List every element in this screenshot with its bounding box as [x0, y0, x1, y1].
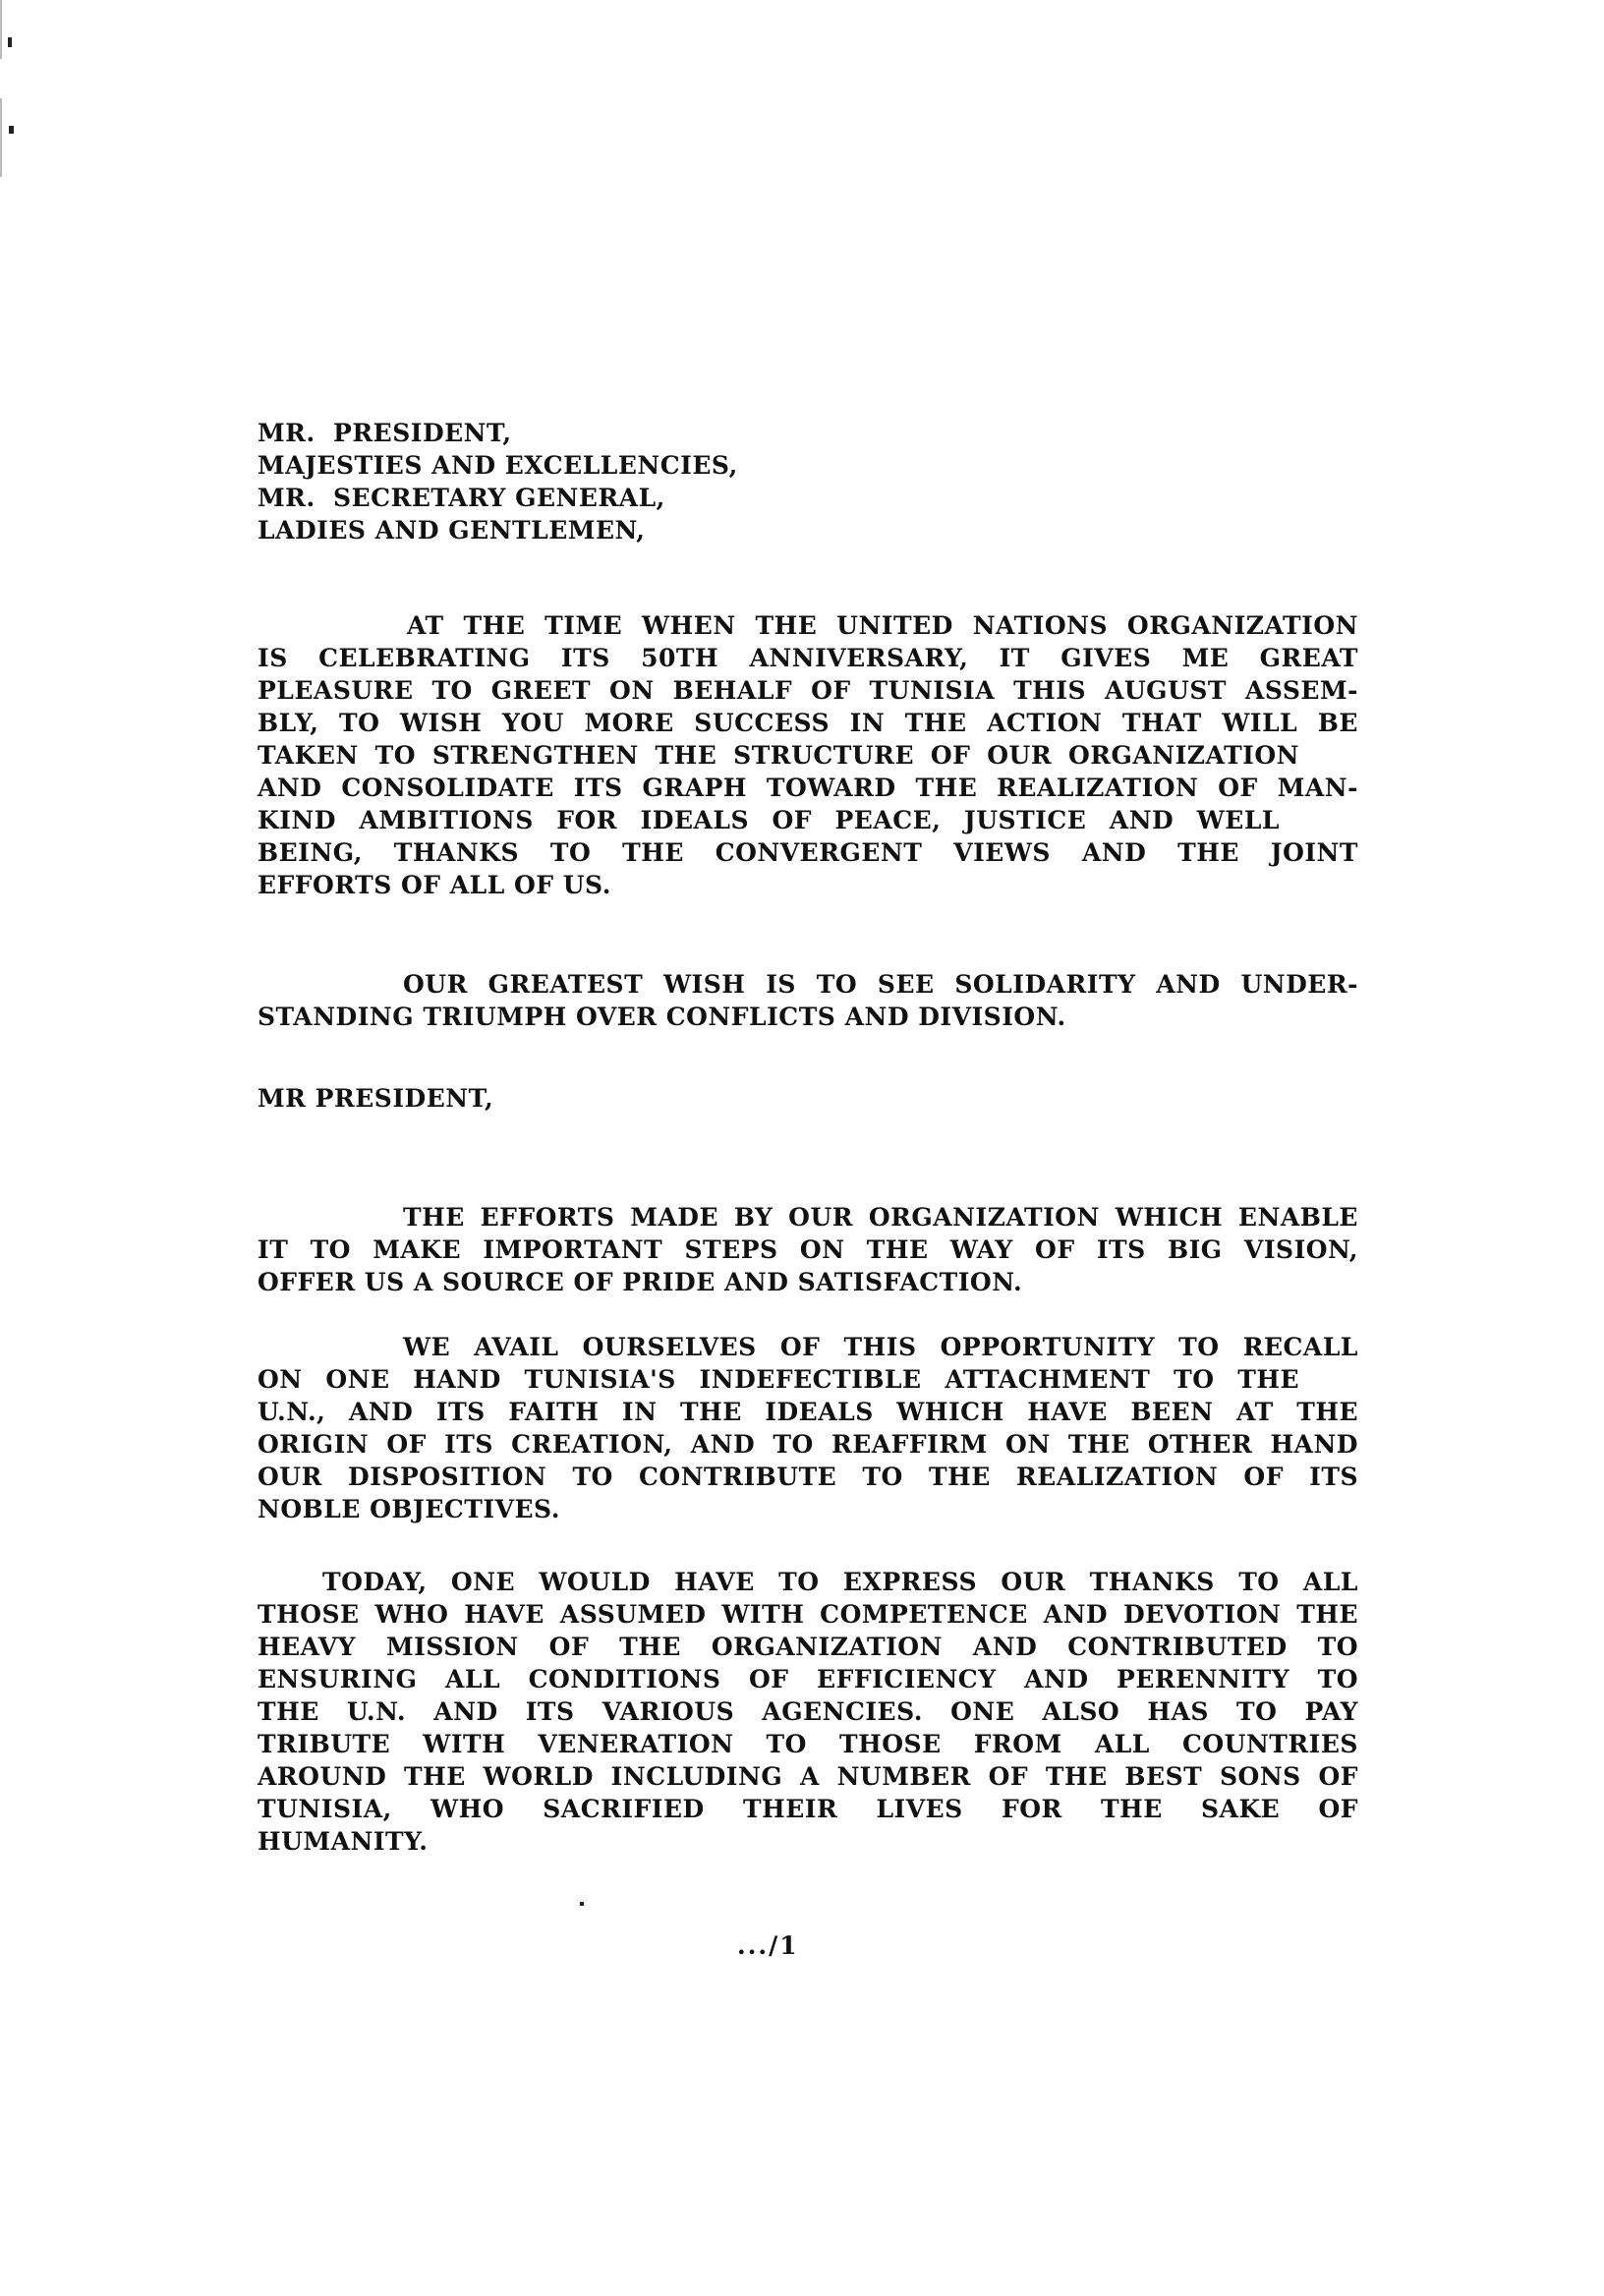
paragraph-avail [258, 1331, 1358, 1525]
paragraph-line: THE EFFORTS MADE BY OUR ORGANIZATION WHICH ENABLE [403, 1203, 1358, 1232]
paragraph-line: THOSE WHO HAVE ASSUMED WITH COMPETENCE AND DEVOTION THE [258, 1600, 1358, 1629]
scan-edge-line [0, 98, 2, 177]
paragraph-line: AROUND THE WORLD INCLUDING A NUMBER OF THE BEST SONS OF [258, 1762, 1358, 1791]
paragraph-line: AT THE TIME WHEN THE UNITED NATIONS ORGANIZATION [407, 611, 1358, 640]
paragraph-line: ORIGIN OF ITS CREATION, AND TO REAFFIRM ON THE OTHER HAND [258, 1430, 1358, 1459]
salutation-line: LADIES AND GENTLEMEN, [258, 516, 646, 545]
salutation-line: MR. PRESIDENT, [258, 419, 512, 447]
paragraph-wish [258, 968, 1358, 1033]
paragraph-line: TRIBUTE WITH VENERATION TO THOSE FROM ALL COUNTRIES [258, 1730, 1358, 1758]
address-line: MR PRESIDENT, [258, 1084, 494, 1113]
paragraph-line: THE U.N. AND ITS VARIOUS AGENCIES. ONE ALSO HAS TO PAY [258, 1697, 1358, 1726]
paragraph-line: KIND AMBITIONS FOR IDEALS OF PEACE, JUSTICE AND WELL [258, 806, 1280, 834]
paragraph-line: WE AVAIL OURSELVES OF THIS OPPORTUNITY TO RECALL [403, 1333, 1358, 1361]
salutation-block [258, 417, 1358, 546]
salutation-line: MAJESTIES AND EXCELLENCIES, [258, 451, 738, 480]
page-continuation-marker: .../1 [737, 1931, 799, 1960]
paragraph-line: TODAY, ONE WOULD HAVE TO EXPRESS OUR THANKS TO ALL [322, 1568, 1358, 1596]
paragraph-line: STANDING TRIUMPH OVER CONFLICTS AND DIVISION. [258, 1003, 1066, 1031]
scan-edge-line [0, 0, 2, 59]
scan-speck [9, 126, 14, 134]
paragraph-line: U.N., AND ITS FAITH IN THE IDEALS WHICH HAVE BEEN AT THE [258, 1398, 1358, 1426]
paragraph-line: OUR DISPOSITION TO CONTRIBUTE TO THE REALIZATION OF ITS [258, 1463, 1358, 1491]
paragraph-line: AND CONSOLIDATE ITS GRAPH TOWARD THE REALIZATION OF MAN- [258, 774, 1358, 802]
paragraph-line: HEAVY MISSION OF THE ORGANIZATION AND CONTRIBUTED TO [258, 1633, 1358, 1661]
paragraph-line: OFFER US A SOURCE OF PRIDE AND SATISFACTION. [258, 1268, 1023, 1296]
scan-speck [8, 37, 12, 47]
paragraph-efforts [258, 1201, 1358, 1298]
paragraph-thanks [258, 1566, 1358, 1858]
salutation-line: MR. SECRETARY GENERAL, [258, 484, 665, 512]
paragraph-line: EFFORTS OF ALL OF US. [258, 871, 611, 899]
paragraph-line: TUNISIA, WHO SACRIFIED THEIR LIVES FOR THE SAKE OF [258, 1795, 1358, 1823]
paragraph-line: HUMANITY. [258, 1827, 429, 1856]
paragraph-line: IS CELEBRATING ITS 50TH ANNIVERSARY, IT GIVES ME GREAT [258, 644, 1358, 672]
paragraph-anniversary [258, 609, 1358, 901]
paragraph-line: IT TO MAKE IMPORTANT STEPS ON THE WAY OF ITS BIG VISION, [258, 1235, 1358, 1264]
paragraph-line: PLEASURE TO GREET ON BEHALF OF TUNISIA THIS AUGUST ASSEM- [258, 676, 1358, 705]
scan-speck [580, 1902, 584, 1906]
paragraph-line: NOBLE OBJECTIVES. [258, 1495, 560, 1523]
address-mr-president [258, 1082, 1358, 1115]
paragraph-line: TAKEN TO STRENGTHEN THE STRUCTURE OF OUR ORGANIZATION [258, 741, 1299, 770]
paragraph-line: ENSURING ALL CONDITIONS OF EFFICIENCY AND PERENNITY TO [258, 1665, 1358, 1693]
paragraph-line: OUR GREATEST WISH IS TO SEE SOLIDARITY AND UNDER- [403, 970, 1358, 999]
paragraph-line: BLY, TO WISH YOU MORE SUCCESS IN THE ACTION THAT WILL BE [258, 709, 1358, 737]
paragraph-line: ON ONE HAND TUNISIA'S INDEFECTIBLE ATTACHMENT TO THE [258, 1365, 1299, 1394]
paragraph-line: BEING, THANKS TO THE CONVERGENT VIEWS AND THE JOINT [258, 838, 1358, 867]
